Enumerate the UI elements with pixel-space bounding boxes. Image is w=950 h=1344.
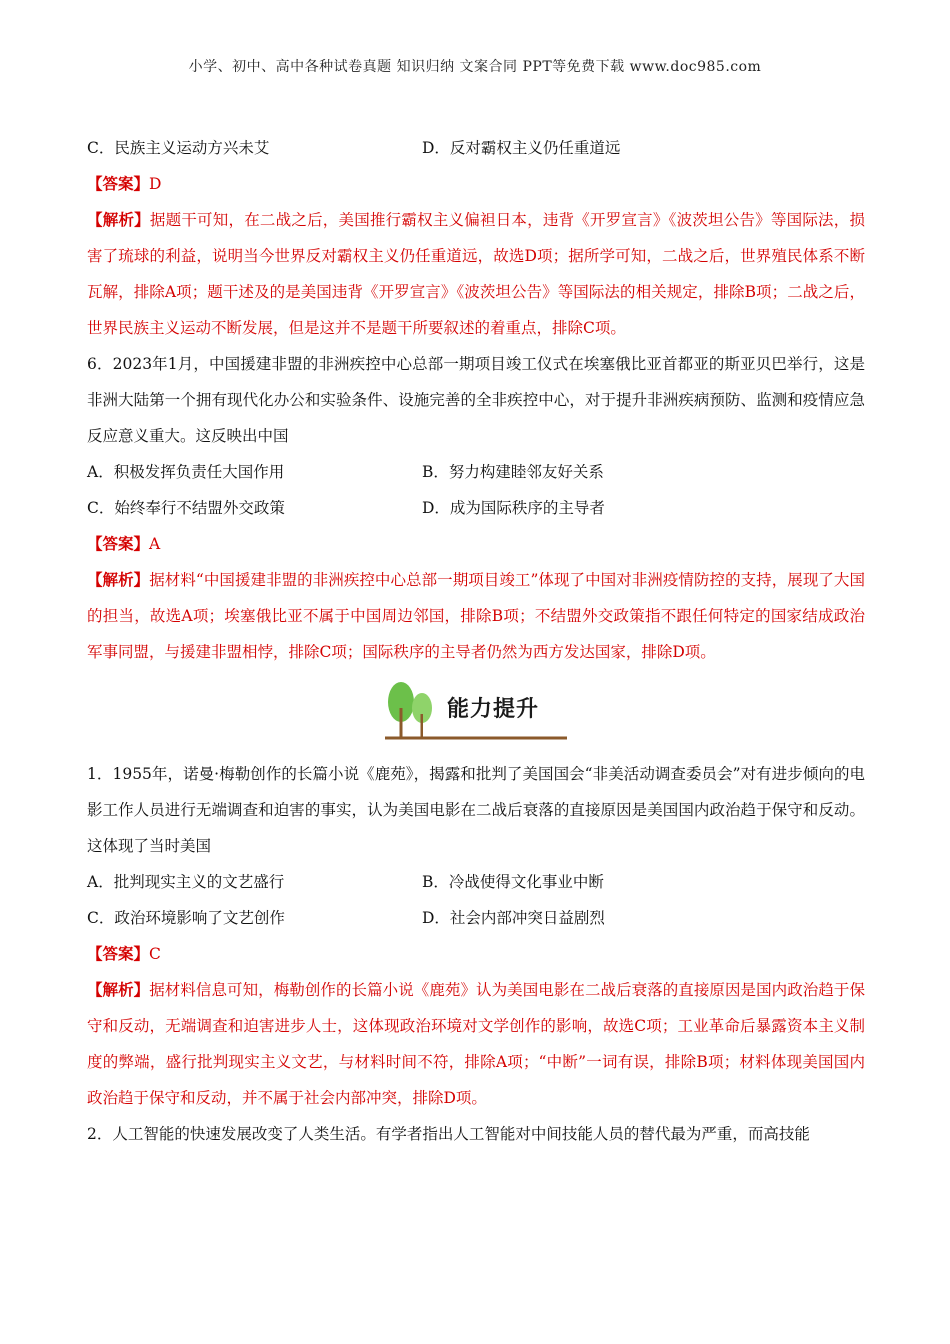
n1-answer-value: C [149, 945, 161, 963]
q5-answer-value: D [149, 175, 162, 193]
q5-options-row-cd [87, 130, 865, 166]
q5-option-c: C．民族主义运动方兴未艾 [87, 139, 270, 157]
q6-answer [87, 526, 865, 562]
n1-answer-label: 【答案】 [87, 944, 150, 963]
section-title: 能力提升 [447, 697, 540, 722]
q6-option-a: A．积极发挥负责任大国作用 [87, 463, 285, 481]
n1-analysis [87, 972, 865, 1116]
n1-options-row-ab [87, 864, 865, 900]
n1-stem: 1．1955年，诺曼·梅勒创作的长篇小说《鹿苑》，揭露和批判了美国国会“非美活动调查委员会”对有进步倾向的电影工作人员进行无端调查和迫害的事实，认为美国电影在二战后衰落的直接原因是美国国内政治趋于保守和反动。这体现了当时美国 [87, 765, 865, 855]
q5-analysis [87, 202, 865, 346]
page-header: 小学、初中、高中各种试卷真题 知识归纳 文案合同 PPT等免费下载 www.doc985.com [188, 59, 762, 75]
q6-option-b: B．努力构建睦邻友好关系 [422, 463, 604, 481]
document-body [87, 130, 865, 1152]
q6-analysis-text: 据材料“中国援建非盟的非洲疾控中心总部一期项目竣工”体现了中国对非洲疫情防控的支持，展现了大国的担当，故选A项；埃塞俄比亚不属于中国周边邻国，排除B项；不结盟外交政策指不跟任何特定的国家结成政治军事同盟，与援建非盟相悖，排除C项；国际秩序的主导者仍然为西方发达国家，排除D项。 [87, 571, 865, 661]
q5-answer-label: 【答案】 [87, 174, 150, 193]
section-banner-inner [379, 678, 569, 744]
q6-analysis-label: 【解析】 [87, 570, 150, 589]
q6-option-d: D．成为国际秩序的主导者 [422, 499, 605, 517]
n1-option-d: D．社会内部冲突日益剧烈 [422, 909, 605, 927]
q6-analysis [87, 562, 865, 670]
n1-answer [87, 936, 865, 972]
n1-options-row-cd [87, 900, 865, 936]
q6-stem: 6．2023年1月，中国援建非盟的非洲疾控中心总部一期项目竣工仪式在埃塞俄比亚首都亚的斯亚贝巴举行，这是非洲大陆第一个拥有现代化办公和实验条件、设施完善的全非疾控中心，对于提升非洲疾病预防、监测和疫情应急反应意义重大。这反映出中国 [87, 355, 865, 445]
q6-answer-label: 【答案】 [87, 534, 150, 553]
n1-analysis-label: 【解析】 [87, 980, 150, 999]
n1-analysis-text: 据材料信息可知，梅勒创作的长篇小说《鹿苑》认为美国电影在二战后衰落的直接原因是国内政治趋于保守和反动，无端调查和迫害进步人士，这体现政治环境对文学创作的影响，故选C项；工业革命后暴露资本主义制度的弊端，盛行批判现实主义文艺，与材料时间不符，排除A项；“中断”一词有误，排除B项；材料体现美国国内政治趋于保守和反动，并不属于社会内部冲突，排除D项。 [87, 981, 865, 1107]
q5-analysis-text: 据题干可知，在二战之后，美国推行霸权主义偏袒日本，违背《开罗宣言》《波茨坦公告》等国际法，损害了琉球的利益，说明当今世界反对霸权主义仍任重道远，故选D项；据所学可知，二战之后，世界殖民体系不断瓦解，排除A项；题干述及的是美国违背《开罗宣言》《波茨坦公告》等国际法的相关规定，排除B项；二战之后，世界民族主义运动不断发展，但是这并不是题干所要叙述的着重点，排除C项。 [87, 211, 865, 337]
section-banner [87, 672, 865, 750]
n1-option-c: C．政治环境影响了文艺创作 [87, 909, 285, 927]
q5-analysis-label: 【解析】 [87, 210, 150, 229]
n2-stem: 2．人工智能的快速发展改变了人类生活。有学者指出人工智能对中间技能人员的替代最为严重，而高技能 [87, 1125, 810, 1143]
q6-option-c: C．始终奉行不结盟外交政策 [87, 499, 285, 517]
q6-answer-value: A [149, 535, 161, 553]
q6-options-row-cd [87, 490, 865, 526]
n1-option-b: B．冷战使得文化事业中断 [422, 873, 604, 891]
n1-option-a: A．批判现实主义的文艺盛行 [87, 873, 285, 891]
q5-answer [87, 166, 865, 202]
q5-option-d: D．反对霸权主义仍任重道远 [422, 139, 621, 157]
q6-options-row-ab [87, 454, 865, 490]
